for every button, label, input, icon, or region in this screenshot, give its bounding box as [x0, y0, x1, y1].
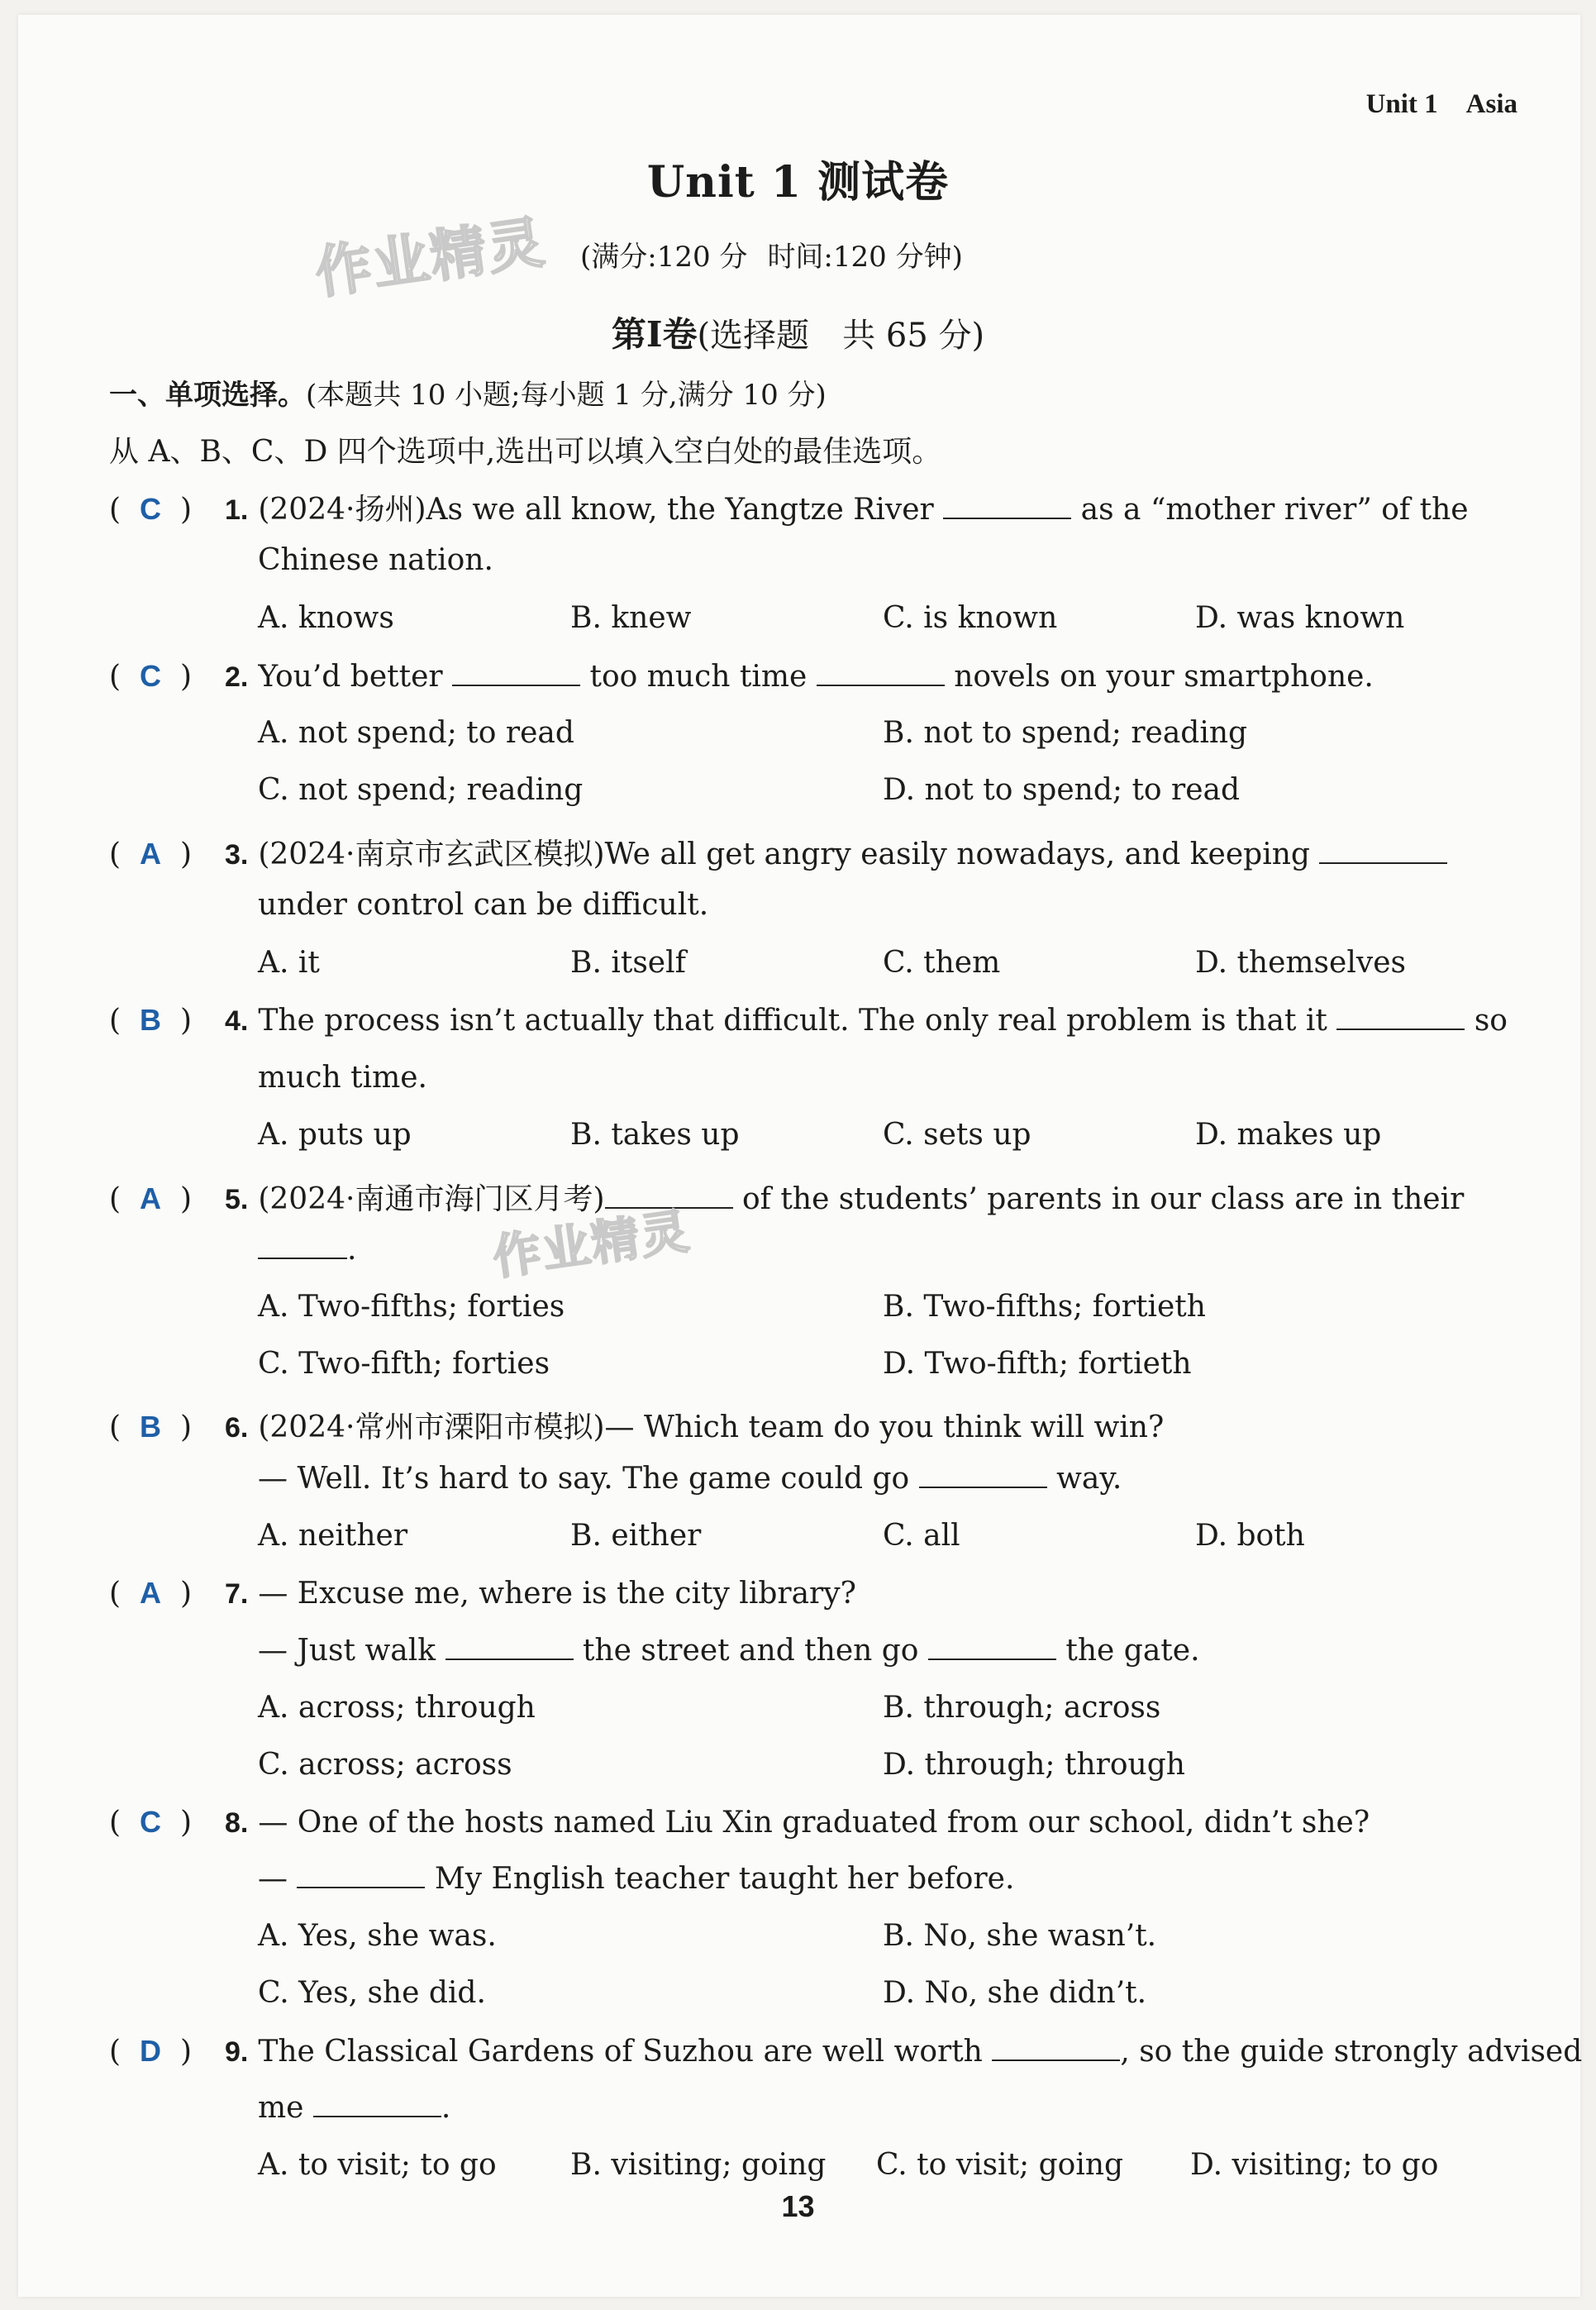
- question-text: me: [258, 2091, 304, 2125]
- question-8-line2: [258, 1862, 1014, 1896]
- question-3-line2: under control can be difficult.: [258, 888, 709, 922]
- part-label: 第Ⅰ卷: [611, 314, 698, 355]
- question-text: (2024·南京市玄武区模拟)We all get angry easily nowadays, and keeping: [258, 838, 1310, 871]
- exam-page: [18, 15, 1583, 2297]
- question-number: 1.: [225, 494, 249, 526]
- question-text: My English teacher taught her before.: [434, 1862, 1015, 1896]
- question-number: 3.: [225, 839, 249, 871]
- question-text: the street and then go: [582, 1634, 919, 1668]
- section-title: 一、单项选择。: [109, 379, 306, 412]
- option-a: A. Yes, she was.: [258, 1919, 497, 1953]
- question-text: , so the guide strongly advised: [1120, 2035, 1583, 2069]
- option-d: D. makes up: [1195, 1118, 1382, 1152]
- answer: A: [140, 1576, 162, 1610]
- question-6: ( B ) 6. (2024·常州市溧阳市模拟)— Which team do you think will win?: [109, 1410, 1165, 1444]
- question-text: — Just walk: [258, 1634, 436, 1668]
- answer-blank: [919, 1463, 1047, 1488]
- option-c: C. Two-fifth; forties: [258, 1347, 550, 1381]
- question-6-line2: [258, 1462, 1122, 1496]
- answer-blank: [992, 2036, 1120, 2061]
- option-d: D. through; through: [883, 1748, 1185, 1782]
- running-header: [1366, 89, 1517, 120]
- answer-blank: [943, 494, 1071, 519]
- question-2: ( C ) 2. You’d better too much time novels on your smartphone.: [109, 659, 1374, 694]
- page-number: 13: [781, 2189, 815, 2223]
- question-text: .: [347, 1233, 357, 1267]
- answer-blank: [452, 661, 580, 686]
- question-number: 9.: [225, 2036, 249, 2068]
- option-b: B. No, she wasn’t.: [883, 1919, 1157, 1953]
- part-desc: (选择题 共 65 分): [697, 317, 985, 355]
- question-text: The Classical Gardens of Suzhou are well worth: [258, 2035, 983, 2069]
- option-a: A. knows: [258, 601, 394, 635]
- question-7-line2: [258, 1634, 1200, 1668]
- answer: A: [140, 1181, 162, 1215]
- answer-blank: [1336, 1005, 1465, 1030]
- answer: C: [140, 1805, 162, 1839]
- option-b: B. takes up: [570, 1118, 740, 1152]
- question-text: so: [1474, 1004, 1508, 1038]
- option-d: D. visiting; to go: [1190, 2148, 1439, 2182]
- answer-blank: [445, 1635, 574, 1660]
- option-c: C. is known: [883, 601, 1058, 635]
- question-text: (2024·南通市海门区月考): [258, 1182, 605, 1216]
- question-text: too much time: [589, 660, 808, 694]
- option-b: B. not to spend; reading: [883, 716, 1248, 750]
- answer-blank: [313, 2093, 441, 2117]
- option-a: A. not spend; to read: [258, 716, 574, 750]
- answer-blank: [258, 1234, 347, 1259]
- option-c: C. not spend; reading: [258, 773, 584, 807]
- answer-blank: [817, 661, 945, 686]
- option-b: B. knew: [570, 601, 692, 635]
- answer: B: [140, 1410, 162, 1444]
- answer: C: [140, 492, 162, 526]
- option-b: B. through; across: [883, 1691, 1161, 1725]
- question-text: The process isn’t actually that difficult. The only real problem is that it: [258, 1004, 1327, 1038]
- option-c: C. to visit; going: [876, 2148, 1124, 2182]
- answer-blank: [297, 1864, 425, 1888]
- option-c: C. them: [883, 946, 1001, 980]
- score-info: [570, 234, 973, 274]
- option-d: D. themselves: [1195, 946, 1406, 980]
- question-3: ( A ) 3. (2024·南京市玄武区模拟)We all get angry easily nowadays, and keeping: [109, 831, 1447, 873]
- page-title: Unit 1 测试卷: [646, 157, 950, 208]
- question-number: 4.: [225, 1005, 249, 1037]
- option-a: A. across; through: [258, 1691, 536, 1725]
- question-text: the gate.: [1065, 1634, 1200, 1668]
- header-unit: Unit 1: [1365, 89, 1438, 119]
- question-text: novels on your smartphone.: [954, 660, 1374, 694]
- option-c: C. all: [883, 1519, 960, 1553]
- instruction: 从 A、B、C、D 四个选项中,选出可以填入空白处的最佳选项。: [109, 435, 942, 469]
- option-a: A. it: [258, 946, 320, 980]
- answer-blank: [928, 1635, 1056, 1660]
- option-a: A. neither: [258, 1519, 408, 1553]
- option-b: B. visiting; going: [570, 2148, 827, 2182]
- answer-blank: [1319, 839, 1447, 864]
- option-a: A. Two-fifths; forties: [258, 1290, 565, 1324]
- answer: C: [140, 659, 162, 693]
- question-1: ( C ) 1. (2024·扬州)As we all know, the Yangtze River as a “mother river” of the: [109, 492, 1469, 527]
- question-number: 6.: [225, 1412, 249, 1444]
- full-marks: (满分:120 分: [580, 241, 748, 274]
- option-c: C. across; across: [258, 1748, 512, 1782]
- header-topic: Asia: [1465, 89, 1517, 119]
- question-4: ( B ) 4. The process isn’t actually that difficult. The only real problem is that it so: [109, 1003, 1508, 1038]
- option-d: D. Two-fifth; fortieth: [883, 1347, 1192, 1381]
- part-heading: [0, 308, 1596, 357]
- time-limit: 时间:120 分钟): [767, 241, 963, 274]
- question-text: — Well. It’s hard to say. The game could go: [258, 1462, 910, 1496]
- option-b: B. Two-fifths; fortieth: [883, 1290, 1206, 1324]
- option-d: D. No, she didn’t.: [883, 1976, 1147, 2010]
- option-c: C. Yes, she did.: [258, 1976, 486, 2010]
- question-7: ( A ) 7. — Excuse me, where is the city library?: [109, 1576, 856, 1611]
- option-b: B. either: [570, 1519, 702, 1553]
- question-9-line2: me .: [258, 2091, 451, 2125]
- question-8: ( C ) 8. — One of the hosts named Liu Xin graduated from our school, didn’t she?: [109, 1805, 1370, 1840]
- question-9: ( D ) 9. The Classical Gardens of Suzhou are well worth , so the guide strongly advised: [109, 2034, 1583, 2069]
- answer: A: [140, 837, 162, 871]
- question-number: 5.: [225, 1184, 249, 1215]
- question-text: — One of the hosts named Liu Xin graduated from our school, didn’t she?: [258, 1806, 1370, 1840]
- option-b: B. itself: [570, 946, 686, 980]
- option-d: D. both: [1195, 1519, 1305, 1553]
- answer: D: [140, 2034, 162, 2068]
- question-text: You’d better: [258, 660, 443, 694]
- option-d: D. not to spend; to read: [883, 773, 1241, 807]
- question-text: way.: [1056, 1462, 1122, 1496]
- section-heading: [109, 372, 827, 413]
- option-c: C. sets up: [883, 1118, 1031, 1152]
- option-a: A. to visit; to go: [258, 2148, 497, 2182]
- answer: B: [140, 1003, 162, 1037]
- question-4-line2: much time.: [258, 1061, 427, 1095]
- question-text: (2024·常州市溧阳市模拟)— Which team do you think will win?: [258, 1410, 1165, 1444]
- option-a: A. puts up: [258, 1118, 412, 1152]
- question-text: —: [258, 1862, 288, 1896]
- question-text: as a “mother river” of the: [1080, 493, 1469, 527]
- question-text: (2024·扬州)As we all know, the Yangtze River: [258, 493, 934, 527]
- question-number: 7.: [225, 1578, 249, 1610]
- watermark-logo: 作业精灵: [489, 1202, 694, 1286]
- question-number: 2.: [225, 661, 249, 693]
- option-d: D. was known: [1195, 601, 1405, 635]
- question-number: 8.: [225, 1807, 249, 1839]
- question-1-line2: Chinese nation.: [258, 543, 493, 577]
- watermark-logo: 作业精灵: [311, 209, 550, 308]
- question-5-line2: [258, 1233, 356, 1267]
- question-text: of the students’ parents in our class are in their: [741, 1182, 1465, 1216]
- question-5: ( A ) 5. (2024·南通市海门区月考) of the students’ parents in our class are in their: [109, 1181, 1465, 1216]
- section-note: (本题共 10 小题;每小题 1 分,满分 10 分): [306, 379, 827, 412]
- question-text: — Excuse me, where is the city library?: [258, 1577, 856, 1611]
